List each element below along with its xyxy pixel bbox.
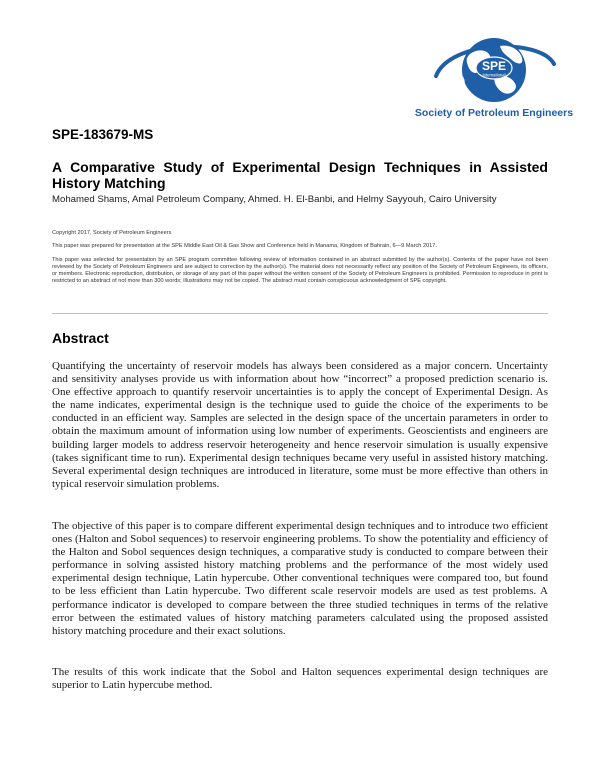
abstract-paragraph: The objective of this paper is to compare different experimental design techniques and to introduce two efficient ones (Halton and Sobol sequences) to reservoir engineering problems. To show the potentiality and efficiency of the Halton and Sobol sequences design techniques, a comparative study is conducted to compare between their performance in solving assisted history matching problems and the performance of the most widely used experimental design technique, Latin hypercube. Other conventional techniques were compared too, but found to be less efficient than Latin hypercube. Two different scale reservoir models are used as test problems. A performance indicator is developed to compare between the three studied techniques in terms of the relative error between the estimated values of history matching parameters calculated using the proposed assisted history matching procedure and their exact solutions. bbox=[52, 520, 548, 637]
presentation-note: This paper was prepared for presentation at the SPE Middle East Oil & Gas Show and Conference held in Manama, Kingdom of Bahrain, 6—9 March 2017. bbox=[52, 243, 437, 249]
selection-note: This paper was selected for presentation by an SPE program committee following review of information contained in an abstract submitted by the author(s). Contents of the paper have not been reviewed by the Society of Petroleum Engineers and are subject to correction by the author(s). The material does not necessarily reflect any position of the Society of Petroleum Engineers, its officers, or members. Electronic reproduction, distribution, or storage of any part of this paper without the written consent of the Society of Petroleum Engineers is prohibited. Permission to reproduce in print is restricted to an abstract of not more than 300 words; illustrations may not be copied. The abstract must contain conspicuous acknowledgment of SPE copyright. bbox=[52, 257, 548, 284]
society-name: Society of Petroleum Engineers bbox=[414, 107, 574, 119]
abstract-paragraph: Quantifying the uncertainty of reservoir models has always been considered as a major concern. Uncertainty and sensitivity analyses provide us with information about how “incorrect” a proposed prediction scenario is. One effective approach to quantify reservoir uncertainties is to apply the concept of Experimental Design. As the name indicates, experimental design is the technique used to guide the choice of the experiments to be conducted in an efficient way. Samples are selected in the design space of the uncertain parameters in order to obtain the maximum amount of information using low number of experiments. Geoscientists and engineers are building larger models to address reservoir heterogeneity and hence reservoir simulation is usually expensive (takes significant time to run). Experimental design techniques became very useful in assisted history matching. Several experimental design techniques are introduced in literature, some must be more effective than others in typical reservoir simulation problems. bbox=[52, 360, 548, 490]
copyright-notice: Copyright 2017, Society of Petroleum Engineers bbox=[52, 230, 172, 236]
authors: Mohamed Shams, Amal Petroleum Company, Ahmed. H. El-Banbi, and Helmy Sayyouh, Cairo University bbox=[52, 194, 497, 205]
logo-subtext: International bbox=[482, 72, 506, 78]
globe-icon bbox=[430, 30, 558, 106]
abstract-paragraph: The results of this work indicate that the Sobol and Halton sequences experimental design techniques are superior to Latin hypercube method. bbox=[52, 666, 548, 692]
logo-mark: SPE bbox=[481, 59, 507, 73]
spe-logo bbox=[414, 30, 574, 130]
divider bbox=[52, 313, 548, 314]
paper-title: A Comparative Study of Experimental Design Techniques in Assisted History Matching bbox=[52, 159, 548, 191]
abstract-heading: Abstract bbox=[52, 330, 109, 346]
paper-id: SPE-183679-MS bbox=[52, 127, 154, 142]
